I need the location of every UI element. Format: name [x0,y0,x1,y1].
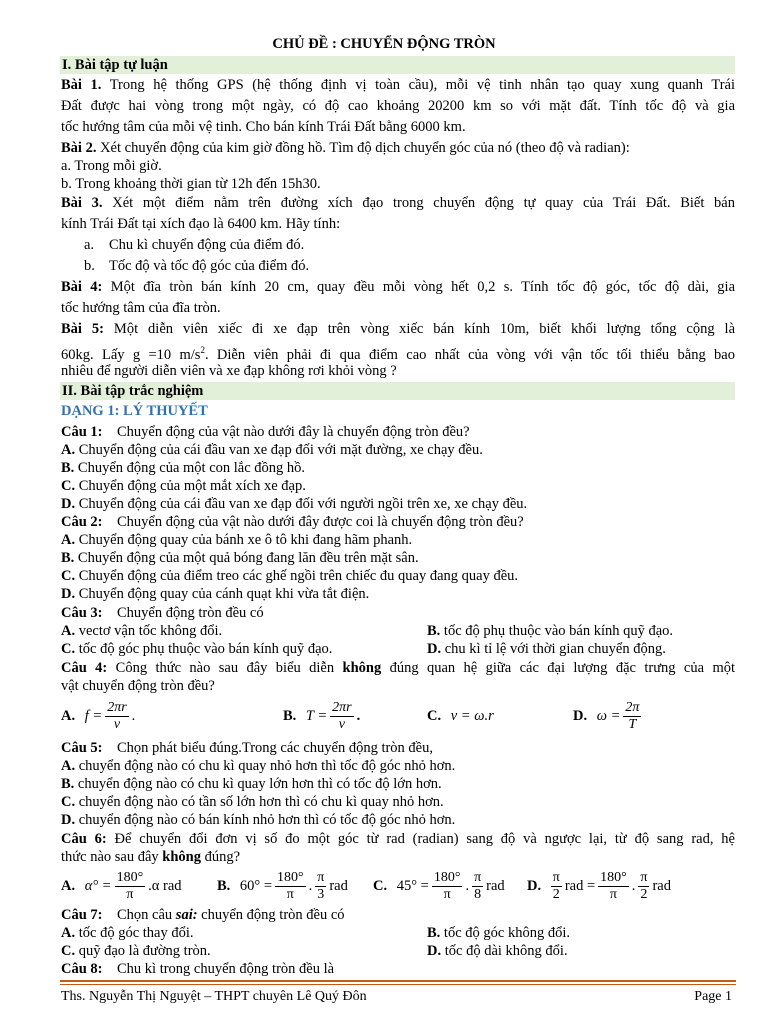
exercise-3-option-a-text: Chu kì chuyển động của điểm đó. [109,237,305,253]
question-2-option-a: A. Chuyển động quay của bánh xe ô tô khi đang hãm phanh. [61,532,413,548]
exercise-4-line-1: Bài 4: Một đĩa tròn bán kính 20 cm, quay đều mỗi vòng hết 0,2 s. Tính tốc độ góc, tốc độ dài, gia [61,279,736,295]
question-2-option-c: C. Chuyển động của điểm treo các ghế ngồi trên chiếc đu quay đang quay đều. [61,568,519,584]
formula-fraction: $\frac{180^\circ}{\pi}$ [116,869,144,902]
question-4-option-d: D. ω = $\frac{2\pi}{T}$ [573,699,640,732]
formula-fraction: $\frac{180^\circ}{\pi}$ [600,869,627,902]
question-6-option-b: B. 60° = $\frac{180^\circ}{\pi}$ . π 3 rad [217,869,348,902]
question-2: Câu 2: Chuyển động của vật nào dưới đây được coi là chuyển động tròn đều? [61,514,524,530]
question-7: Câu 7: Chọn câu sai: chuyển động tròn đều có [61,907,345,923]
question-2-option-d: D. Chuyển động quay của cánh quạt khi vừa tắt điện. [61,586,370,602]
exercise-2-option-a: a. Trong mỗi giờ. [61,158,162,174]
question-7-option-c: C. quỹ đạo là đường tròn. [61,943,211,959]
exercise-1-line-1: Bài 1. Trong hệ thống GPS (hệ thống định vị toàn cầu), mỗi vệ tinh nhân tạo quay xung quanh Trái [61,77,736,93]
question-3: Câu 3: Chuyển động tròn đều có [61,605,264,621]
exercise-3-line-2: kính Trái Đất tại xích đạo là 6400 km. Hãy tính: [61,216,341,232]
formula-fraction: π 3 [317,869,325,902]
footer-divider [60,980,736,982]
question-7-option-d: D. tốc độ dài không đổi. [427,943,568,959]
exercise-1-line-3: tốc hướng tâm của mỗi vệ tinh. Cho bán kính Trái Đất bằng 6000 km. [61,119,466,135]
question-4-option-c: C. v = ω.r [427,707,494,724]
formula-fraction: π 8 [474,869,482,902]
question-3-option-d: D. chu kì tỉ lệ với thời gian chuyển động. [427,641,666,657]
exercise-3-option-a: a. [84,237,95,253]
question-7-option-a: A. tốc độ góc thay đổi. [61,925,194,941]
page-number: Page 1 [694,989,732,1004]
exercise-5-line-1: Bài 5: Một diễn viên xiếc đi xe đạp trên vòng xiếc bán kính 10m, biết khối lượng tổng cộng là [61,321,736,337]
question-4-line-1: Câu 4: Công thức nào sau đây biểu diễn không đúng quan hệ giữa các đại lượng đặc trưng của một [61,660,736,676]
question-6-option-c: C. 45° = $\frac{180^\circ}{\pi}$ . π 8 rad [373,869,505,902]
formula-fraction: $\frac{180^\circ}{\pi}$ [433,869,461,902]
exercise-5-line-2: 60kg. Lấy g =10 $m/s^2$. Diễn viên phải đi qua điểm cao nhất của vòng với vận tốc tối thiểu bằng bao [61,345,735,363]
question-6-option-d: D. π 2 rad = $\frac{180^\circ}{\pi}$ . π 2 rad [527,869,671,902]
formula-fraction: π 2 [552,869,560,902]
exercise-2-line-1: Bài 2. Xét chuyển động của kim giờ đồng hồ. Tìm độ dịch chuyển góc của nó (theo độ và radian): [61,140,630,156]
exercise-3-option-b-text: Tốc độ và tốc độ góc của điểm đó. [109,258,310,274]
exercise-1-line-2: Đất được hai vòng trong một ngày, có độ cao khoảng 20200 km so với mặt đất. Tính tốc độ và gia [61,98,735,114]
question-4-option-a: A. f = $\frac{2\pi r}{v}$ . [61,699,136,732]
question-6-options [61,866,735,906]
question-1-option-b: B. Chuyển động của một con lắc đồng hồ. [61,460,306,476]
formula-fraction: π 2 [640,869,648,902]
question-4-line-2: vật chuyển động tròn đều? [61,678,215,694]
footer-author: Ths. Nguyễn Thị Nguyệt – THPT chuyên Lê Quý Đôn [61,989,367,1004]
formula-fraction: $\frac{2\pi r}{v}$ [107,699,127,732]
question-3-option-a: A. vectơ vận tốc không đổi. [61,623,223,639]
question-1-option-c: C. Chuyển động của một mắt xích xe đạp. [61,478,306,494]
page-title: CHỦ ĐỀ : CHUYỂN ĐỘNG TRÒN [272,36,496,52]
exercise-2-option-b: b. Trong khoảng thời gian từ 12h đến 15h30. [61,176,321,192]
question-4-options [61,696,735,736]
formula-fraction: $\frac{2\pi}{T}$ [625,699,640,732]
exercise-5-line-3: nhiêu để người diễn viên và xe đạp không rơi khỏi vòng ? [61,363,397,379]
question-1: Câu 1: Chuyển động của vật nào dưới đây là chuyển động tròn đều? [61,424,470,440]
footer-divider-thin [60,984,736,985]
question-7-option-b: B. tốc độ góc không đổi. [427,925,570,941]
question-6-line-2: thức nào sau đây không đúng? [61,849,241,865]
exercise-3-line-1: Bài 3. Xét một điểm nằm trên đường xích đạo trong chuyển động tự quay của Trái Đất. Biết bán [61,195,735,211]
question-5-option-c: C. chuyển động nào có tần số lớn hơn thì có chu kì quay nhỏ hơn. [61,794,444,810]
question-5-option-d: D. chuyển động nào có bán kính nhỏ hơn thì có tốc độ góc nhỏ hơn. [61,812,456,828]
question-4-option-b: B. T = $\frac{2\pi r}{v}$ . [283,699,361,732]
exercise-4-line-2: tốc hướng tâm của đĩa tròn. [61,300,221,316]
question-6-option-a: A. α° = $\frac{180^\circ}{\pi}$ .α rad [61,869,182,902]
question-6-line-1: Câu 6: Để chuyển đổi đơn vị số đo một góc từ rad (radian) sang độ và ngược lại, từ độ sang rad, hệ [61,831,735,847]
question-5-option-a: A. chuyển động nào có chu kì quay nhỏ hơn thì tốc độ góc nhỏ hơn. [61,758,456,774]
question-3-option-c: C. tốc độ góc phụ thuộc vào bán kính quỹ đạo. [61,641,333,657]
section-heading-essay: I. Bài tập tự luận [60,56,735,74]
exercise-3-option-b: b. [84,258,95,274]
question-5-option-b: B. chuyển động nào có chu kì quay lớn hơn thì có tốc độ lớn hơn. [61,776,442,792]
question-5: Câu 5: Chọn phát biểu đúng.Trong các chuyển động tròn đều, [61,740,433,756]
section-heading-multiple-choice: II. Bài tập trắc nghiệm [60,382,735,400]
question-2-option-b: B. Chuyển động của một quả bóng đang lăn đều trên mặt sân. [61,550,419,566]
question-3-option-b: B. tốc độ phụ thuộc vào bán kính quỹ đạo. [427,623,674,639]
question-1-option-d: D. Chuyển động của cái đầu van xe đạp đối với người ngồi trên xe, xe chạy đều. [61,496,528,512]
topic-heading: DẠNG 1: LÝ THUYẾT [61,403,208,419]
question-1-option-a: A. Chuyển động của cái đầu van xe đạp đối với mặt đường, xe chạy đều. [61,442,483,458]
question-8: Câu 8: Chu kì trong chuyển động tròn đều là [61,961,335,977]
formula-fraction: $\frac{180^\circ}{\pi}$ [277,869,304,902]
formula-fraction: $\frac{2\pi r}{v}$ [332,699,352,732]
